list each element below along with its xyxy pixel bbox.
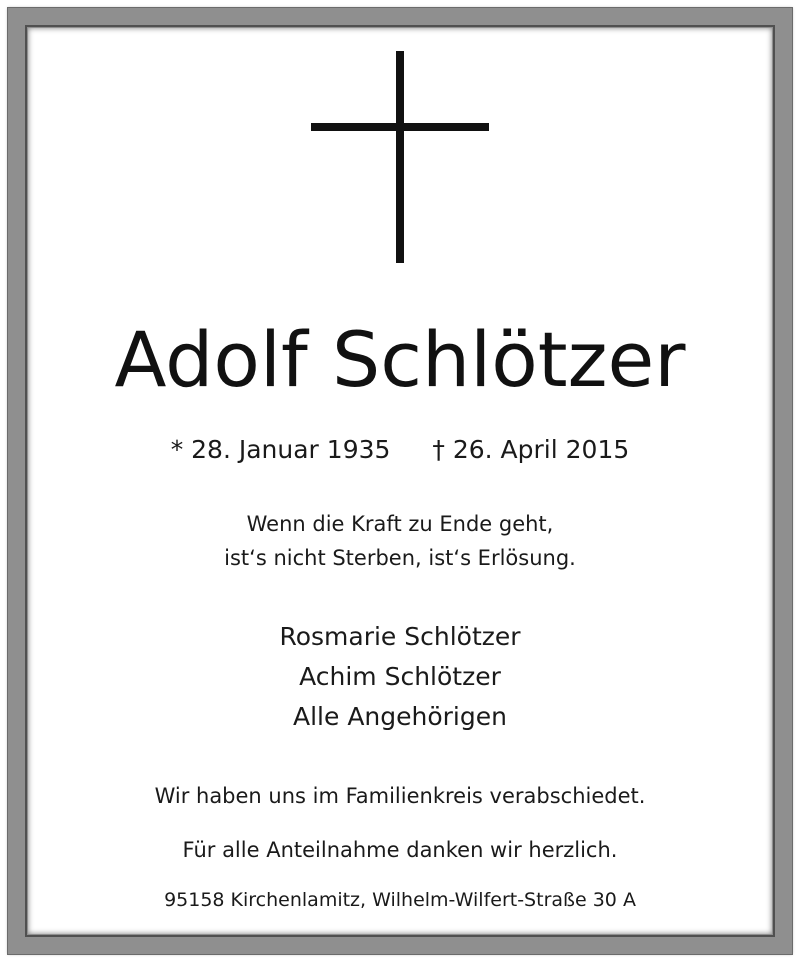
life-dates <box>0 433 800 467</box>
quote-line-2: ist‘s nicht Sterben, ist‘s Erlösung. <box>224 546 576 570</box>
mourner-2: Achim Schlötzer <box>299 662 501 691</box>
cross-vertical-bar <box>396 51 404 263</box>
mourner-3: Alle Angehörigen <box>293 702 507 731</box>
death-date: † 26. April 2015 <box>432 435 630 464</box>
cross-horizontal-bar <box>311 123 489 131</box>
thanks-note: Für alle Anteilnahme danken wir herzlich. <box>182 838 618 862</box>
quote-line-1: Wenn die Kraft zu Ende geht, <box>246 512 554 536</box>
birth-date: * 28. Januar 1935 <box>170 435 391 464</box>
farewell-note: Wir haben uns im Familienkreis verabschiedet. <box>154 784 646 808</box>
mourner-1: Rosmarie Schlötzer <box>279 622 521 651</box>
deceased-name: Adolf Schlötzer <box>114 315 686 404</box>
family-address: 95158 Kirchenlamitz, Wilhelm-Wilfert-Straße 30 A <box>164 889 636 911</box>
